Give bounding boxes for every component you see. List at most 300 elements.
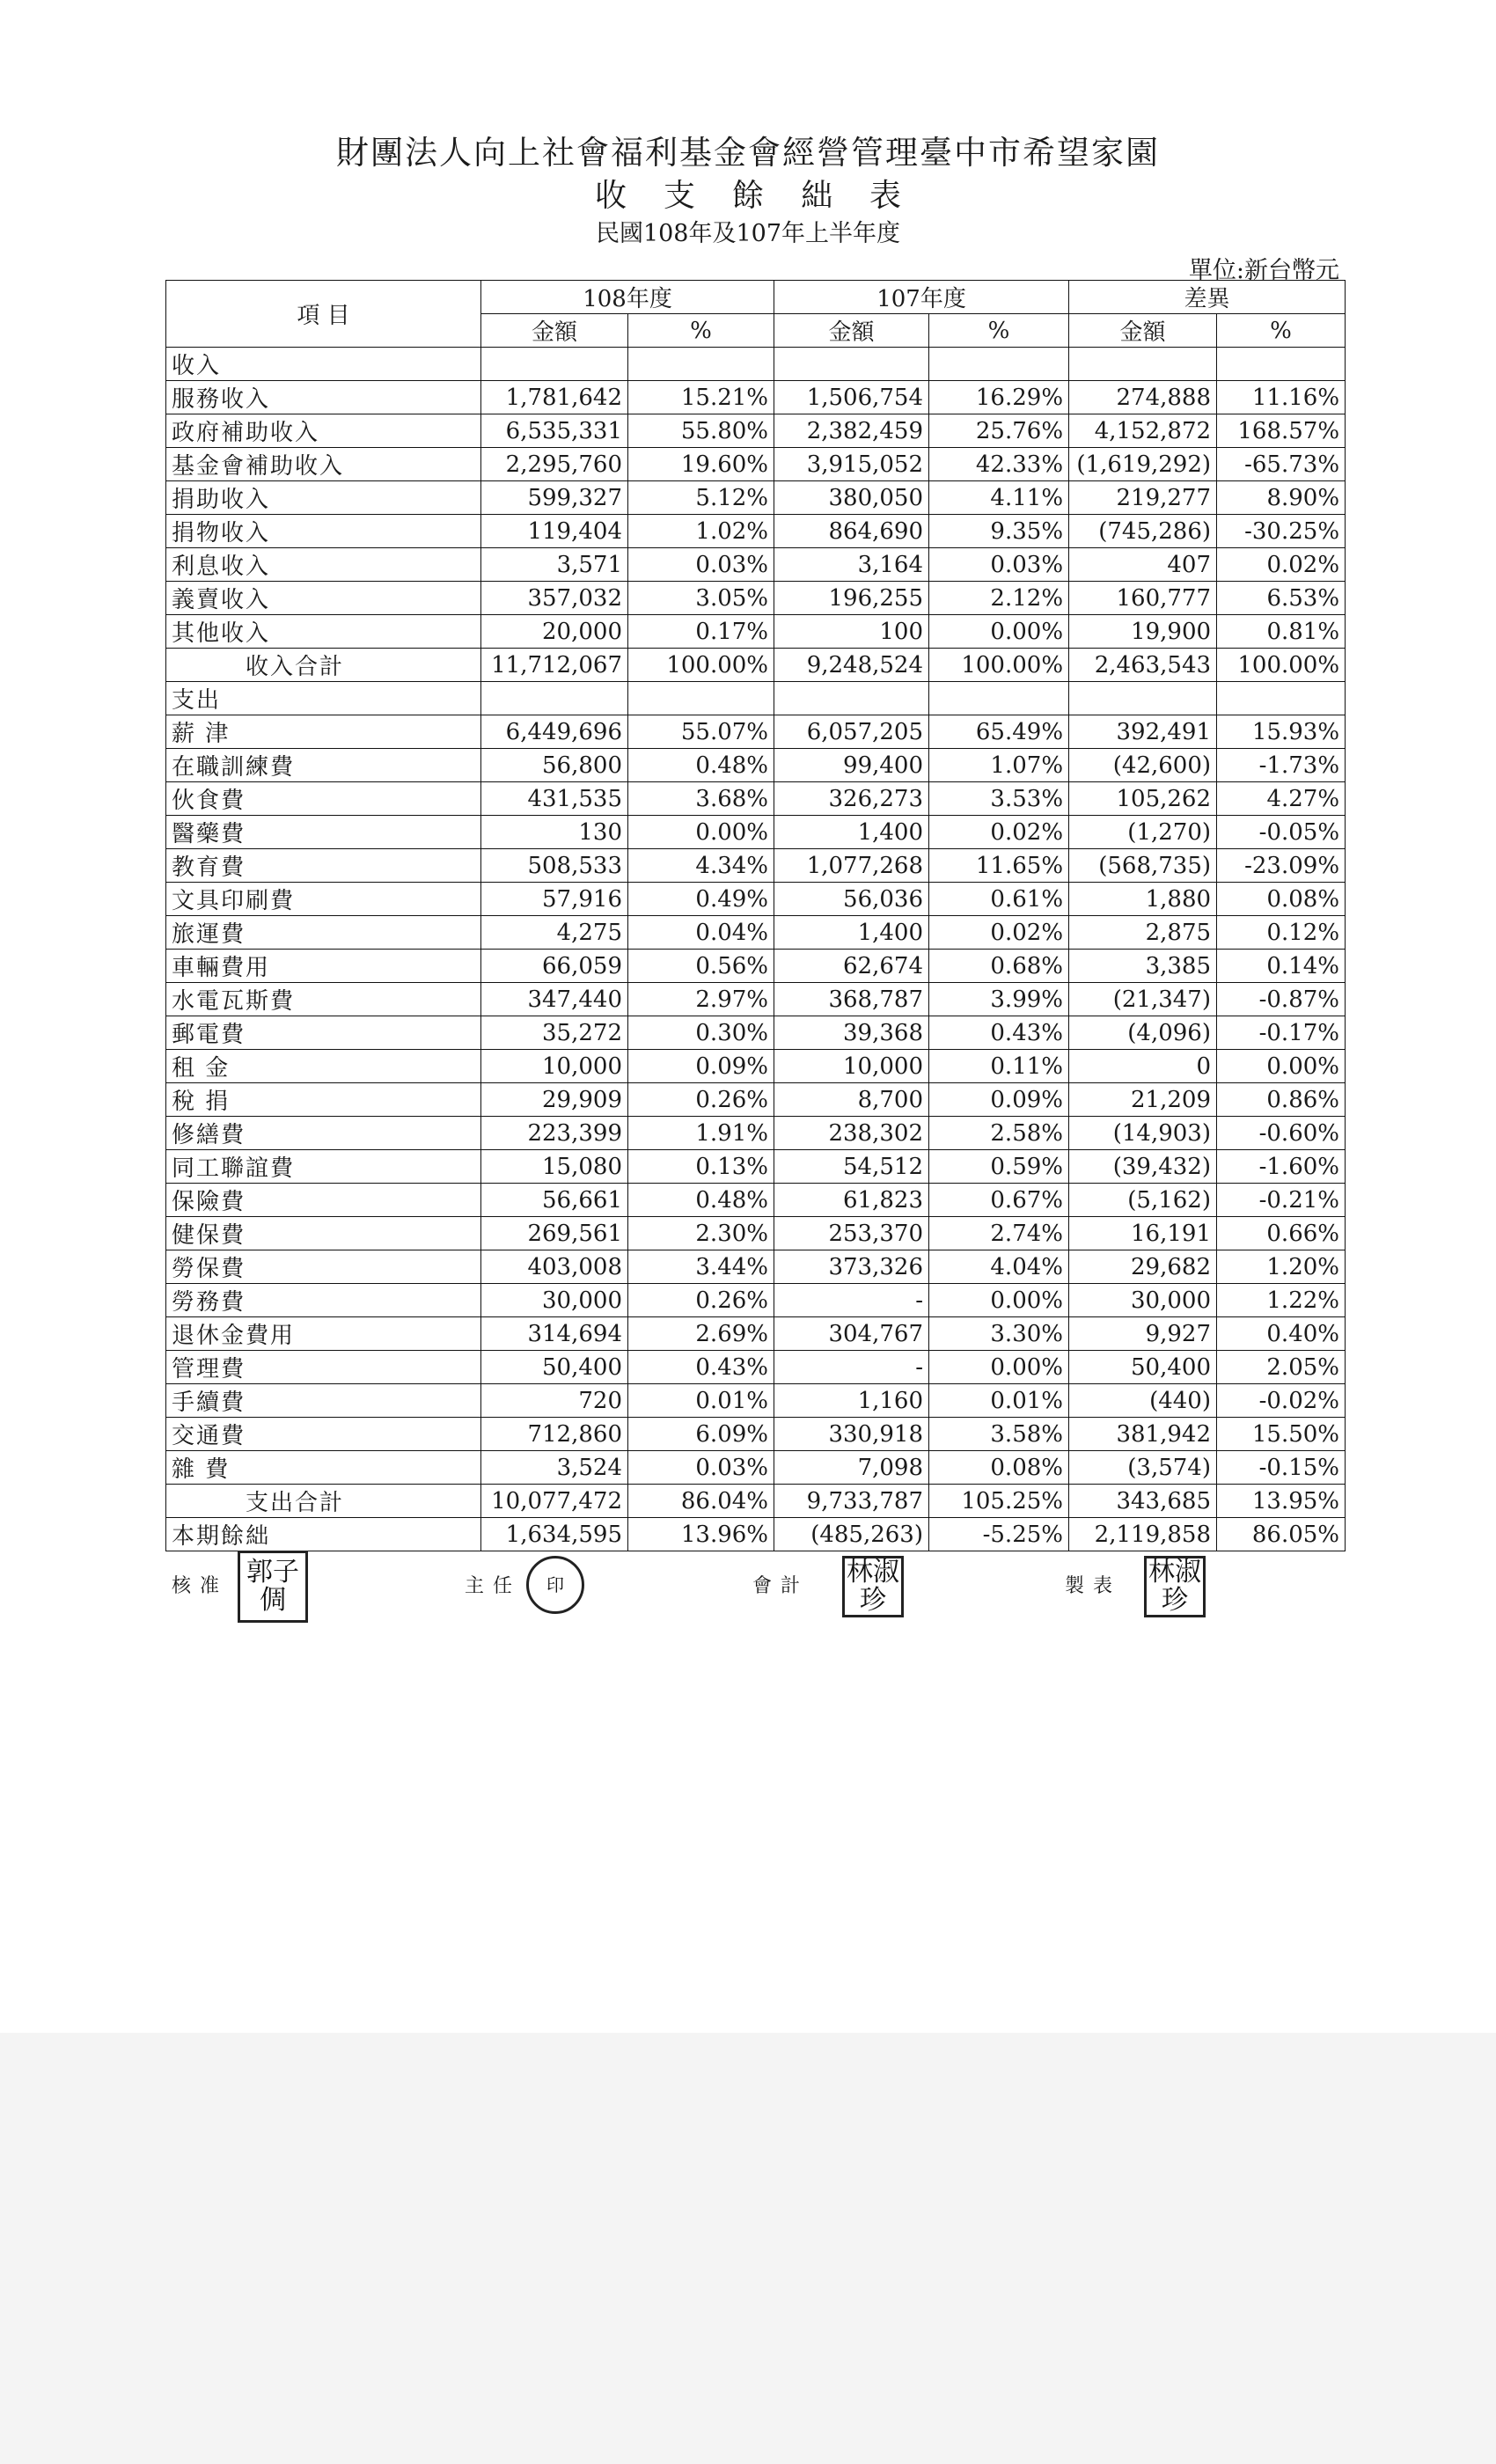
percent-cell: 0.56% (628, 950, 774, 983)
percent-cell: -0.17% (1217, 1016, 1346, 1050)
preparer-seal: 林淑珍 (1144, 1556, 1206, 1617)
amount-cell: 10,077,472 (481, 1485, 628, 1518)
amount-cell: 6,449,696 (481, 715, 628, 749)
table-row (166, 1217, 1346, 1250)
amount-cell (1069, 348, 1217, 381)
amount-cell: 7,098 (774, 1451, 929, 1485)
percent-cell: -0.02% (1217, 1384, 1346, 1418)
percent-cell: 0.17% (628, 615, 774, 649)
amount-cell: 219,277 (1069, 481, 1217, 515)
row-label: 捐助收入 (166, 481, 481, 515)
percent-cell: 0.03% (929, 548, 1069, 582)
amount-cell: 9,248,524 (774, 649, 929, 682)
amount-header: 金額 (774, 314, 929, 348)
amount-cell (1069, 682, 1217, 715)
percent-cell: 6.53% (1217, 582, 1346, 615)
percent-cell: 0.49% (628, 883, 774, 916)
percent-cell: 1.22% (1217, 1284, 1346, 1317)
percent-cell: 168.57% (1217, 414, 1346, 448)
percent-cell: 0.01% (628, 1384, 774, 1418)
percent-cell: -0.05% (1217, 816, 1346, 849)
row-label: 旅運費 (166, 916, 481, 950)
amount-cell: 30,000 (1069, 1284, 1217, 1317)
percent-cell: 1.91% (628, 1117, 774, 1150)
amount-cell: 10,000 (774, 1050, 929, 1083)
percent-cell: 0.03% (628, 1451, 774, 1485)
percent-cell: 6.09% (628, 1418, 774, 1451)
table-row (166, 715, 1346, 749)
director-label: 主任 (465, 1575, 522, 1597)
amount-cell: 347,440 (481, 983, 628, 1016)
percent-cell: 0.02% (929, 916, 1069, 950)
table-row (166, 515, 1346, 548)
income-expense-table-part1 (165, 280, 1346, 950)
difference-header: 差異 (1069, 281, 1346, 314)
row-label: 手續費 (166, 1384, 481, 1418)
row-label: 捐物收入 (166, 515, 481, 548)
percent-cell: 100.00% (628, 649, 774, 682)
amount-cell: 56,036 (774, 883, 929, 916)
percent-cell: 0.02% (1217, 548, 1346, 582)
table-row (166, 615, 1346, 649)
percent-cell (1217, 682, 1346, 715)
amount-cell: (21,347) (1069, 983, 1217, 1016)
percent-cell: -0.15% (1217, 1451, 1346, 1485)
preparer-label: 製表 (1065, 1575, 1122, 1597)
percent-cell: -23.09% (1217, 849, 1346, 883)
table-row (166, 782, 1346, 816)
row-label: 車輛費用 (166, 950, 481, 983)
amount-cell: 392,491 (1069, 715, 1217, 749)
table-row (166, 682, 1346, 715)
year-107-header: 107年度 (774, 281, 1069, 314)
percent-cell: 105.25% (929, 1485, 1069, 1518)
amount-cell: 29,909 (481, 1083, 628, 1117)
amount-cell (481, 682, 628, 715)
row-label: 本期餘絀 (166, 1518, 481, 1551)
amount-cell: 35,272 (481, 1016, 628, 1050)
amount-cell: - (774, 1284, 929, 1317)
amount-cell: (39,432) (1069, 1150, 1217, 1184)
table-row (166, 1250, 1346, 1284)
amount-cell: 238,302 (774, 1117, 929, 1150)
row-label: 管理費 (166, 1351, 481, 1384)
amount-cell: 1,400 (774, 916, 929, 950)
row-label: 教育費 (166, 849, 481, 883)
row-label: 伙食費 (166, 782, 481, 816)
amount-cell: 381,942 (1069, 1418, 1217, 1451)
row-label: 郵電費 (166, 1016, 481, 1050)
percent-cell: -30.25% (1217, 515, 1346, 548)
percent-cell: 3.99% (929, 983, 1069, 1016)
row-label: 文具印刷費 (166, 883, 481, 916)
row-label: 其他收入 (166, 615, 481, 649)
amount-cell: (3,574) (1069, 1451, 1217, 1485)
percent-cell: 2.58% (929, 1117, 1069, 1150)
amount-cell: 373,326 (774, 1250, 929, 1284)
percent-cell: 2.69% (628, 1317, 774, 1351)
amount-cell: 8,700 (774, 1083, 929, 1117)
table-row (166, 448, 1346, 481)
table-row (166, 1117, 1346, 1150)
amount-cell: 29,682 (1069, 1250, 1217, 1284)
percent-cell: 25.76% (929, 414, 1069, 448)
percent-cell: 0.09% (628, 1050, 774, 1083)
percent-header: % (1217, 314, 1346, 348)
percent-cell: 1.02% (628, 515, 774, 548)
table-row (166, 381, 1346, 414)
percent-cell: 15.93% (1217, 715, 1346, 749)
amount-cell: 56,661 (481, 1184, 628, 1217)
amount-cell: 3,164 (774, 548, 929, 582)
percent-cell: 2.30% (628, 1217, 774, 1250)
percent-cell: 0.68% (929, 950, 1069, 983)
amount-cell: - (774, 1351, 929, 1384)
amount-cell: 196,255 (774, 582, 929, 615)
percent-cell: 15.50% (1217, 1418, 1346, 1451)
amount-cell: 1,400 (774, 816, 929, 849)
amount-cell: 864,690 (774, 515, 929, 548)
income-expense-table-part2 (165, 949, 1346, 1551)
amount-cell: 61,823 (774, 1184, 929, 1217)
percent-cell: 0.43% (929, 1016, 1069, 1050)
table-row (166, 1418, 1346, 1451)
amount-cell: 2,295,760 (481, 448, 628, 481)
table-row (166, 816, 1346, 849)
accounting-label: 會計 (752, 1575, 810, 1597)
row-label: 健保費 (166, 1217, 481, 1250)
percent-cell: 2.12% (929, 582, 1069, 615)
amount-cell: 16,191 (1069, 1217, 1217, 1250)
percent-cell: 4.34% (628, 849, 774, 883)
amount-cell: 1,781,642 (481, 381, 628, 414)
table-row (166, 950, 1346, 983)
row-label: 義賣收入 (166, 582, 481, 615)
amount-cell: 56,800 (481, 749, 628, 782)
percent-cell: 0.12% (1217, 916, 1346, 950)
amount-cell: 99,400 (774, 749, 929, 782)
amount-cell: 274,888 (1069, 381, 1217, 414)
amount-cell: 50,400 (481, 1351, 628, 1384)
amount-cell: (745,286) (1069, 515, 1217, 548)
amount-cell: 304,767 (774, 1317, 929, 1351)
amount-cell: (485,263) (774, 1518, 929, 1551)
percent-cell: 3.30% (929, 1317, 1069, 1351)
amount-cell: 1,160 (774, 1384, 929, 1418)
approve-seal: 郭子倜 (238, 1551, 308, 1623)
amount-cell: 431,535 (481, 782, 628, 816)
row-label: 薪 津 (166, 715, 481, 749)
percent-cell: 13.95% (1217, 1485, 1346, 1518)
percent-cell: 100.00% (1217, 649, 1346, 682)
percent-cell: 0.04% (628, 916, 774, 950)
row-label: 雜 費 (166, 1451, 481, 1485)
year-108-header: 108年度 (481, 281, 774, 314)
percent-cell: -1.60% (1217, 1150, 1346, 1184)
amount-cell: 223,399 (481, 1117, 628, 1150)
amount-cell: 20,000 (481, 615, 628, 649)
amount-cell: 368,787 (774, 983, 929, 1016)
row-label: 支出合計 (166, 1485, 481, 1518)
amount-header: 金額 (481, 314, 628, 348)
table-row (166, 1384, 1346, 1418)
amount-cell: 314,694 (481, 1317, 628, 1351)
percent-cell: 0.59% (929, 1150, 1069, 1184)
percent-cell (929, 682, 1069, 715)
table-row (166, 1184, 1346, 1217)
amount-cell: 1,880 (1069, 883, 1217, 916)
amount-cell: 54,512 (774, 1150, 929, 1184)
percent-cell: 9.35% (929, 515, 1069, 548)
amount-cell (774, 348, 929, 381)
percent-cell: 1.20% (1217, 1250, 1346, 1284)
amount-cell: (42,600) (1069, 749, 1217, 782)
amount-cell: 403,008 (481, 1250, 628, 1284)
percent-cell: 11.65% (929, 849, 1069, 883)
percent-cell: 4.11% (929, 481, 1069, 515)
item-column-header: 項 目 (166, 281, 481, 348)
table-row (166, 1451, 1346, 1485)
percent-cell: 0.48% (628, 1184, 774, 1217)
table-row (166, 414, 1346, 448)
amount-cell: 2,875 (1069, 916, 1217, 950)
amount-cell: 2,119,858 (1069, 1518, 1217, 1551)
amount-cell: 119,404 (481, 515, 628, 548)
amount-cell: 4,152,872 (1069, 414, 1217, 448)
percent-cell: 8.90% (1217, 481, 1346, 515)
amount-cell: 407 (1069, 548, 1217, 582)
table-row (166, 582, 1346, 615)
row-label: 交通費 (166, 1418, 481, 1451)
table-row (166, 916, 1346, 950)
row-label: 醫藥費 (166, 816, 481, 849)
percent-cell: 3.53% (929, 782, 1069, 816)
row-label: 同工聯誼費 (166, 1150, 481, 1184)
amount-cell: 508,533 (481, 849, 628, 883)
percent-header: % (929, 314, 1069, 348)
row-label: 勞保費 (166, 1250, 481, 1284)
percent-cell: 100.00% (929, 649, 1069, 682)
percent-cell: 1.07% (929, 749, 1069, 782)
percent-cell: 4.27% (1217, 782, 1346, 816)
amount-cell: 6,057,205 (774, 715, 929, 749)
amount-cell: 9,927 (1069, 1317, 1217, 1351)
amount-cell: 357,032 (481, 582, 628, 615)
percent-cell: 0.48% (628, 749, 774, 782)
percent-cell: 0.09% (929, 1083, 1069, 1117)
amount-cell: (568,735) (1069, 849, 1217, 883)
row-label: 利息收入 (166, 548, 481, 582)
percent-cell: 0.40% (1217, 1317, 1346, 1351)
percent-cell: 5.12% (628, 481, 774, 515)
row-label: 收入 (166, 348, 481, 381)
percent-cell: 0.30% (628, 1016, 774, 1050)
amount-cell (774, 682, 929, 715)
amount-cell: 253,370 (774, 1217, 929, 1250)
row-label: 收入合計 (166, 649, 481, 682)
percent-cell: 0.61% (929, 883, 1069, 916)
table-row (166, 1150, 1346, 1184)
table-row (166, 1016, 1346, 1050)
amount-cell: (4,096) (1069, 1016, 1217, 1050)
percent-cell: 0.01% (929, 1384, 1069, 1418)
percent-cell: 0.26% (628, 1284, 774, 1317)
amount-cell: 343,685 (1069, 1485, 1217, 1518)
row-label: 稅 捐 (166, 1083, 481, 1117)
percent-cell: -0.60% (1217, 1117, 1346, 1150)
percent-cell: 0.11% (929, 1050, 1069, 1083)
amount-cell: 66,059 (481, 950, 628, 983)
table-row (166, 1284, 1346, 1317)
percent-cell: 0.13% (628, 1150, 774, 1184)
amount-cell: 3,571 (481, 548, 628, 582)
percent-cell (1217, 348, 1346, 381)
amount-cell: (5,162) (1069, 1184, 1217, 1217)
amount-cell (481, 348, 628, 381)
amount-cell: 57,916 (481, 883, 628, 916)
amount-header: 金額 (1069, 314, 1217, 348)
percent-cell: 19.60% (628, 448, 774, 481)
percent-cell: -5.25% (929, 1518, 1069, 1551)
percent-cell (929, 348, 1069, 381)
percent-cell: 3.68% (628, 782, 774, 816)
amount-cell: 1,634,595 (481, 1518, 628, 1551)
row-label: 修繕費 (166, 1117, 481, 1150)
amount-cell: 30,000 (481, 1284, 628, 1317)
organization-name: 財團法人向上社會福利基金會經營管理臺中市希望家園 (336, 134, 1160, 172)
amount-cell: 380,050 (774, 481, 929, 515)
percent-cell: 3.58% (929, 1418, 1069, 1451)
table-row (166, 481, 1346, 515)
amount-cell: 269,561 (481, 1217, 628, 1250)
table-row (166, 1351, 1346, 1384)
amount-cell: 15,080 (481, 1150, 628, 1184)
director-seal: 印 (526, 1556, 584, 1614)
table-row (166, 1317, 1346, 1351)
amount-cell: 105,262 (1069, 782, 1217, 816)
percent-cell: 55.80% (628, 414, 774, 448)
percent-cell: 0.00% (929, 1284, 1069, 1317)
percent-cell: 15.21% (628, 381, 774, 414)
amount-cell: 100 (774, 615, 929, 649)
table-row (166, 348, 1346, 381)
row-label: 保險費 (166, 1184, 481, 1217)
amount-cell: (14,903) (1069, 1117, 1217, 1150)
percent-header: % (628, 314, 774, 348)
percent-cell: 0.00% (1217, 1050, 1346, 1083)
percent-cell: 0.86% (1217, 1083, 1346, 1117)
amount-cell: 0 (1069, 1050, 1217, 1083)
amount-cell: 2,463,543 (1069, 649, 1217, 682)
row-label: 在職訓練費 (166, 749, 481, 782)
row-label: 支出 (166, 682, 481, 715)
percent-cell: 13.96% (628, 1518, 774, 1551)
percent-cell: 0.43% (628, 1351, 774, 1384)
table-row (166, 548, 1346, 582)
percent-cell: 65.49% (929, 715, 1069, 749)
percent-cell: 0.08% (929, 1451, 1069, 1485)
approve-label: 核准 (172, 1575, 229, 1597)
percent-cell: 3.05% (628, 582, 774, 615)
percent-cell: 11.16% (1217, 381, 1346, 414)
percent-cell (628, 348, 774, 381)
amount-cell: 4,275 (481, 916, 628, 950)
amount-cell: 720 (481, 1384, 628, 1418)
percent-cell: 0.00% (929, 1351, 1069, 1384)
table-row (166, 1485, 1346, 1518)
percent-cell: 55.07% (628, 715, 774, 749)
amount-cell: (1,270) (1069, 816, 1217, 849)
row-label: 租 金 (166, 1050, 481, 1083)
percent-cell: 0.81% (1217, 615, 1346, 649)
percent-cell: 0.02% (929, 816, 1069, 849)
amount-cell: 130 (481, 816, 628, 849)
amount-cell: 10,000 (481, 1050, 628, 1083)
percent-cell: -65.73% (1217, 448, 1346, 481)
amount-cell: (1,619,292) (1069, 448, 1217, 481)
row-label: 服務收入 (166, 381, 481, 414)
amount-cell: 9,733,787 (774, 1485, 929, 1518)
percent-cell: 3.44% (628, 1250, 774, 1284)
row-label: 勞務費 (166, 1284, 481, 1317)
amount-cell: 19,900 (1069, 615, 1217, 649)
amount-cell: 21,209 (1069, 1083, 1217, 1117)
percent-cell: 0.03% (628, 548, 774, 582)
table-row (166, 1050, 1346, 1083)
amount-cell: 1,077,268 (774, 849, 929, 883)
row-label: 基金會補助收入 (166, 448, 481, 481)
amount-cell: 62,674 (774, 950, 929, 983)
percent-cell: 86.05% (1217, 1518, 1346, 1551)
accounting-seal: 林淑珍 (842, 1556, 904, 1617)
amount-cell: 3,385 (1069, 950, 1217, 983)
amount-cell: 712,860 (481, 1418, 628, 1451)
percent-cell: 4.04% (929, 1250, 1069, 1284)
table-row (166, 1518, 1346, 1551)
percent-cell: 0.00% (628, 816, 774, 849)
row-label: 水電瓦斯費 (166, 983, 481, 1016)
percent-cell: 2.74% (929, 1217, 1069, 1250)
percent-cell: 0.26% (628, 1083, 774, 1117)
percent-cell: 2.05% (1217, 1351, 1346, 1384)
percent-cell: 0.67% (929, 1184, 1069, 1217)
table-row (166, 883, 1346, 916)
amount-cell: 160,777 (1069, 582, 1217, 615)
percent-cell: 0.08% (1217, 883, 1346, 916)
percent-cell: 16.29% (929, 381, 1069, 414)
percent-cell: 0.14% (1217, 950, 1346, 983)
amount-cell: 11,712,067 (481, 649, 628, 682)
statement-title: 收支餘絀表 (594, 178, 938, 214)
row-label: 退休金費用 (166, 1317, 481, 1351)
percent-cell: 0.66% (1217, 1217, 1346, 1250)
percent-cell: -0.87% (1217, 983, 1346, 1016)
amount-cell: 599,327 (481, 481, 628, 515)
currency-unit: 單位:新台幣元 (1188, 257, 1339, 284)
amount-cell: (440) (1069, 1384, 1217, 1418)
percent-cell: -1.73% (1217, 749, 1346, 782)
percent-cell (628, 682, 774, 715)
table-row (166, 983, 1346, 1016)
amount-cell: 39,368 (774, 1016, 929, 1050)
amount-cell: 326,273 (774, 782, 929, 816)
amount-cell: 2,382,459 (774, 414, 929, 448)
row-label: 政府補助收入 (166, 414, 481, 448)
table-row (166, 1083, 1346, 1117)
amount-cell: 330,918 (774, 1418, 929, 1451)
amount-cell: 1,506,754 (774, 381, 929, 414)
table-row (166, 849, 1346, 883)
